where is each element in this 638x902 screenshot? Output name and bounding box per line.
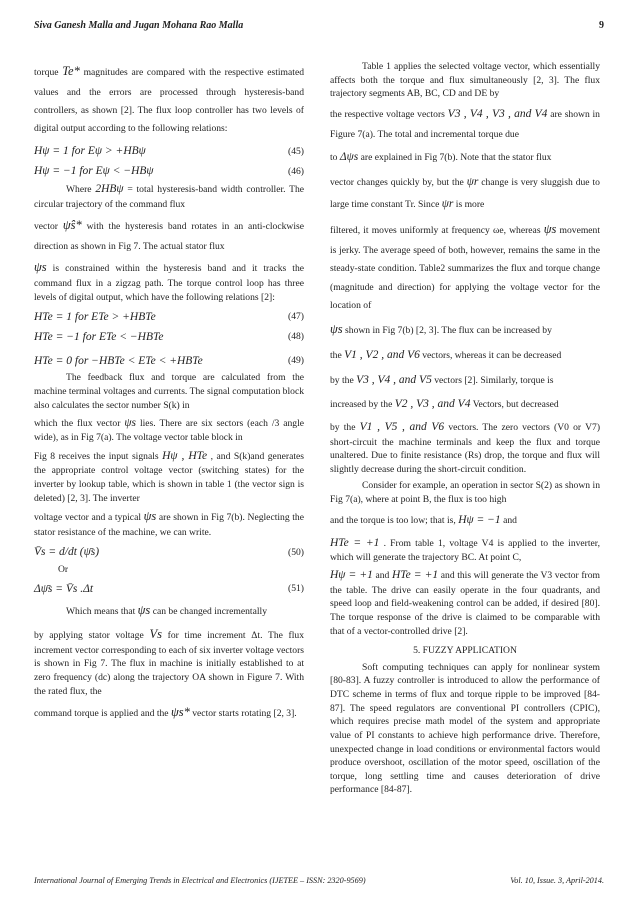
paragraph (34, 60, 304, 138)
journal-name: International Journal of Emerging Trends in Electrical and Electronics (IJETEE – ISSN: 2320-9569) (34, 876, 366, 885)
or-label: Or (58, 563, 69, 575)
math-symbol: V3 , V4 , V3 , and V4 (447, 107, 548, 120)
text: and the torque is too low; that is, (330, 514, 456, 526)
equation-body: Hψ = −1 for Eψ < −HBψ (34, 165, 154, 178)
equation-body: HTe = 1 for ETe > +HBTe (34, 311, 156, 324)
text: = total hysteresis-band width controller. The circular trajectory of the command flux (34, 184, 305, 210)
paragraph: Table 1 applies the selected voltage vector, which essentially affects both the torque and flux simultaneously [2, 3]. The flux trajectory segments AB, BC, CD and DE by (330, 61, 600, 100)
text: the (330, 349, 342, 361)
text: change is very sluggish due to large time constant Tr. Since (330, 176, 600, 210)
math-symbol: Hψ = +1 (330, 569, 373, 582)
volume-info: Vol. 10, Issue. 3, April-2014. (510, 876, 604, 885)
equation-body: Δψ̄s = V̄s .Δt (34, 583, 94, 595)
paragraph (34, 701, 304, 725)
equation-body: HTe = 0 for −HBTe < ETe < +HBTe (34, 355, 203, 368)
page-header (34, 20, 604, 36)
math-symbol: ψr (466, 175, 479, 188)
math-symbol: HTe = +1 (391, 569, 439, 582)
math-symbol: ψs (137, 603, 151, 618)
equation-number: (49) (288, 355, 304, 367)
equation-number: (45) (288, 145, 304, 157)
math-symbol: ψs* (170, 705, 190, 720)
text: by the (330, 422, 356, 434)
text: can be changed incrementally (152, 606, 267, 618)
paragraph (34, 181, 304, 211)
text: vectors. The zero vectors (V0 or V7) short-circuit the machine terminals and keep the flux and torque unaltered. Due to finite resistance (Rs) drop, the torque and flux will slightly decrease during the short-circuit condition. (330, 422, 601, 475)
text: is more (455, 198, 485, 210)
text: vectors, whereas it can be decreased (422, 349, 562, 361)
text: , and S(k)and generates the appropriate control voltage vector (switching states) for the inverter by lookup table, which is shown in table 1 (the vector sign is deleted) [2, 3]. The inverter (34, 451, 304, 504)
text: and this will generate the V3 vector from the table. The drive can easily operate in the four quadrants, and speed loop and field-weakening control can be added, if desired [80]. The torque response of the drive is claimed to be comparable with that of a vector-controlled drive [2]. (330, 570, 601, 637)
equation-49 (34, 351, 304, 371)
paragraph (34, 599, 304, 623)
paragraph (330, 318, 600, 342)
text: by applying stator voltage (34, 629, 144, 641)
equation-46 (34, 161, 304, 181)
equation-47 (34, 307, 304, 327)
left-column (34, 60, 304, 728)
text: Which means that (66, 606, 136, 618)
paragraph: Consider for example, an operation in sector S(2) as shown in Fig 7(a), where at point B, the flux is too high (330, 480, 600, 506)
page-number: 9 (599, 20, 604, 31)
equation-body: V̄s = d/dt (ψ̄s) (34, 546, 100, 559)
text: for time increment Δt. The flux increment vector corresponding to each of six inverter voltage vectors is shown in Fig 7. The flux in machine is initially established to at zero frequency (dc) along the trajectory OA shown in Figure 7. With the rated flux, the (34, 629, 305, 697)
paragraph (34, 508, 304, 539)
paragraph (34, 259, 304, 304)
text: by the (330, 374, 354, 386)
math-symbol: V3 , V4 , and V5 (356, 373, 432, 386)
math-symbol: Hψ = −1 (458, 513, 501, 526)
paragraph: Soft computing techniques can apply for nonlinear system [80-83]. A fuzzy controller is introduced to allow the performance of DTC scheme in terms of flux and torque ripple to be improved [84-87]. The speed regulators are conventional PI controllers (CPIC), which requires precise math model of the system and appropriate value of PI constants to achieve high performance drive. Therefore, unexpected change in load conditions or environmental factors would produce overshoot, oscillation of the motor speed, oscillation of the torque, long settling time and causes deterioration of drive performance [84-87]. (330, 661, 600, 796)
math-symbol: ψr (441, 197, 454, 210)
math-symbol: ψs (124, 417, 136, 430)
paragraph: The feedback flux and torque are calculated from the machine terminal voltages and currents. The signal computation block also calculates the sector number S(k) in (34, 372, 304, 411)
math-symbol: ψs (143, 509, 157, 524)
text: Vectors, but decreased (472, 399, 559, 411)
math-symbol: HTe = +1 (330, 536, 380, 549)
equation-48 (34, 327, 304, 347)
text: Where (66, 184, 92, 196)
paragraph (330, 218, 600, 315)
math-symbol: ψs (330, 322, 343, 337)
math-symbol: Vs (149, 626, 162, 641)
math-symbol: V2 , V3 , and V4 (394, 398, 471, 411)
text: are explained in Fig 7(b). Note that the stator flux (360, 151, 552, 163)
paragraph (330, 172, 600, 216)
paragraph (330, 370, 600, 392)
math-symbol: 2HBψ (95, 183, 124, 196)
section-heading: 5. FUZZY APPLICATION (413, 645, 517, 657)
equation-body: Hψ = 1 for Eψ > +HBψ (34, 145, 146, 158)
text: torque (34, 67, 59, 78)
equation-45 (34, 141, 304, 161)
math-symbol: ψs (34, 260, 47, 275)
paragraph (330, 419, 600, 476)
text: is constrained within the hysteresis band and it tracks the command flux in a zigzag path. The torque control loop has three levels of digital output, which have the following relations [2]: (34, 263, 304, 303)
paragraph (330, 535, 600, 565)
text: Fig 8 receives the input signals (34, 451, 159, 463)
text: to (330, 151, 338, 163)
text: vector changes quickly by, but the (330, 176, 464, 188)
paragraph (34, 448, 304, 505)
text: are shown in Figure 7(a). The total and incremental torque due (330, 108, 600, 140)
text: are shown in Fig 7(b). Neglecting the stator resistance of the machine, we can write. (34, 512, 304, 538)
equation-number: (47) (288, 311, 304, 323)
paragraph (330, 104, 600, 144)
text: which the flux vector (34, 418, 121, 430)
math-symbol: Te* (62, 64, 80, 78)
header-authors: Siva Ganesh Malla and Jugan Mohana Rao Malla (34, 20, 244, 31)
text: and (503, 514, 517, 526)
paragraph (330, 394, 600, 416)
paragraph (34, 214, 304, 256)
equation-51 (34, 579, 304, 599)
math-symbol: Hψ , HTe (162, 450, 208, 463)
equation-number: (46) (288, 165, 304, 177)
math-symbol: V1 , V5 , and V6 (359, 421, 445, 434)
math-symbol: ψ̂s* (62, 218, 82, 233)
paragraph (330, 345, 600, 367)
text: shown in Fig 7(b) [2, 3]. The flux can be increased by (345, 325, 552, 337)
text: vector (34, 221, 58, 233)
text: with the hysteresis band rotates in an anti-clockwise direction as shown in Fig 7. The actual stator flux (34, 221, 304, 253)
text: increased by the (330, 399, 393, 411)
text: vector starts rotating [2, 3]. (192, 708, 297, 720)
text: command torque is applied and the (34, 708, 169, 720)
text: . From table 1, voltage V4 is applied to the inverter, which will generate the trajectory BC. At point C, (330, 537, 601, 563)
equation-body: HTe = −1 for ETe < −HBTe (34, 331, 164, 344)
equation-number: (48) (288, 331, 304, 343)
math-symbol: Δψs (339, 150, 359, 163)
equation-number: (51) (288, 583, 304, 595)
text: filtered, it moves uniformly at frequency ωe, whereas (330, 225, 541, 237)
text: lies. There are six sectors (each /3 angle wide), as in Fig 7(a). The voltage vector table block in (34, 418, 305, 444)
paragraph (330, 510, 600, 532)
text: the respective voltage vectors (330, 108, 445, 120)
paragraph (34, 415, 304, 445)
text: magnitudes are compared with the respective estimated values and the errors are processed through hysteresis-band controllers, as shown [2]. The flux loop controller has two levels of digital output according to the following relations: (34, 67, 304, 135)
math-symbol: ψs (543, 222, 557, 237)
paragraph (330, 567, 600, 638)
text: movement is jerky. The average speed of both, however, remains the same in the steady-state condition. Table2 summarizes the flux and torque change (magnitude and direction) for applying the voltage vector for the location of (330, 225, 601, 311)
text: vectors [2]. Similarly, torque is (434, 374, 554, 386)
text: voltage vector and a typical (34, 512, 141, 524)
paragraph (330, 147, 600, 169)
right-column (330, 60, 600, 800)
math-symbol: V1 , V2 , and V6 (344, 348, 420, 361)
equation-number: (50) (288, 546, 304, 558)
paragraph (34, 626, 304, 698)
equation-50 (34, 543, 304, 563)
text: and (375, 570, 390, 582)
